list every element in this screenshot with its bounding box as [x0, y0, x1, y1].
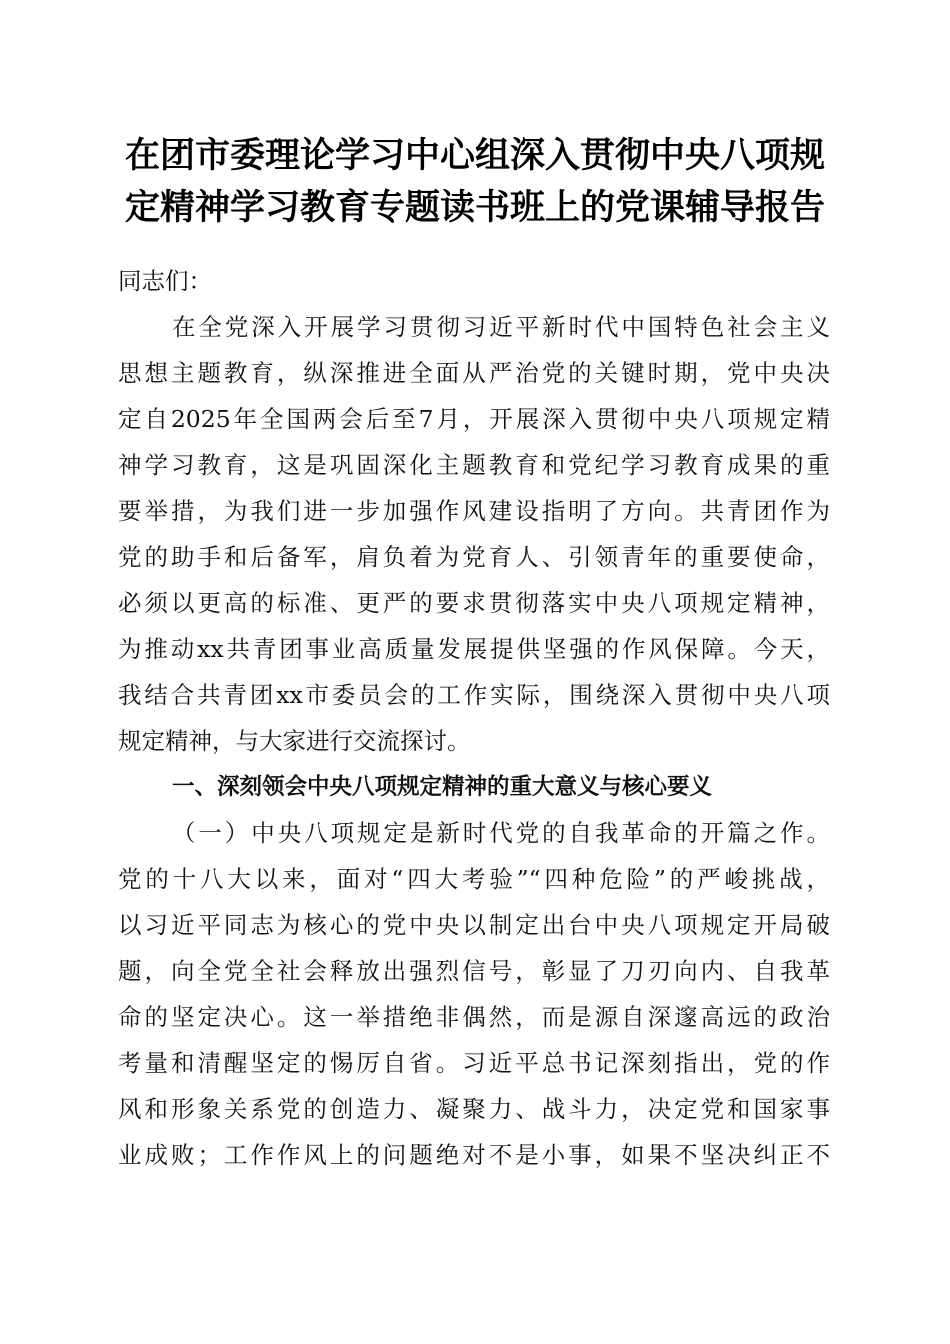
title-line: 在团市委理论学习中心组深入贯彻中央八项规: [124, 135, 825, 176]
paragraph-line: 党的十八大以来，面对“四大考验”“四种危险”的严峻挑战，: [118, 865, 830, 893]
paragraph-line: 神学习教育，这是巩固深化主题教育和党纪学习教育成果的重: [118, 451, 830, 479]
subsection-heading-line: （一）中央八项规定是新时代党的自我革命的开篇之作。: [172, 819, 830, 847]
paragraph-line: 考量和清醒坚定的惕厉自省。习近平总书记深刻指出，党的作: [118, 1049, 830, 1077]
document-title: [110, 130, 840, 234]
paragraph-line: 题，向全党全社会释放出强烈信号，彰显了刀刃向内、自我革: [118, 957, 830, 985]
paragraph-line: 以习近平同志为核心的党中央以制定出台中央八项规定开局破: [118, 911, 830, 939]
paragraph-line: 为推动xx共青团事业高质量发展提供坚强的作风保障。今天，: [118, 635, 830, 663]
paragraph-line: 我结合共青团xx市委员会的工作实际，围绕深入贯彻中央八项: [118, 681, 830, 709]
paragraph-line: 业成败；工作作风上的问题绝对不是小事，如果不坚决纠正不: [118, 1141, 830, 1169]
salutation: 同志们：: [118, 267, 212, 295]
paragraph-line: 定自2025年全国两会后至7月，开展深入贯彻中央八项规定精: [118, 405, 830, 433]
paragraph-line: 思想主题教育，纵深推进全面从严治党的关键时期，党中央决: [118, 359, 830, 387]
section-heading: 一、深刻领会中央八项规定精神的重大意义与核心要义: [172, 774, 713, 800]
paragraph-line: 命的坚定决心。这一举措绝非偶然，而是源自深邃高远的政治: [118, 1003, 830, 1031]
paragraph-line: 党的助手和后备军，肩负着为党育人、引领青年的重要使命，: [118, 543, 830, 571]
document-body: [118, 258, 830, 1178]
paragraph-line: 规定精神，与大家进行交流探讨。: [118, 727, 471, 755]
title-line: 定精神学习教育专题读书班上的党课辅导报告: [124, 187, 825, 228]
paragraph-line: 风和形象关系党的创造力、凝聚力、战斗力，决定党和国家事: [118, 1095, 830, 1123]
paragraph-line: 要举措，为我们进一步加强作风建设指明了方向。共青团作为: [118, 497, 830, 525]
paragraph-line: 在全党深入开展学习贯彻习近平新时代中国特色社会主义: [172, 313, 830, 341]
paragraph-line: 必须以更高的标准、更严的要求贯彻落实中央八项规定精神，: [118, 589, 830, 617]
